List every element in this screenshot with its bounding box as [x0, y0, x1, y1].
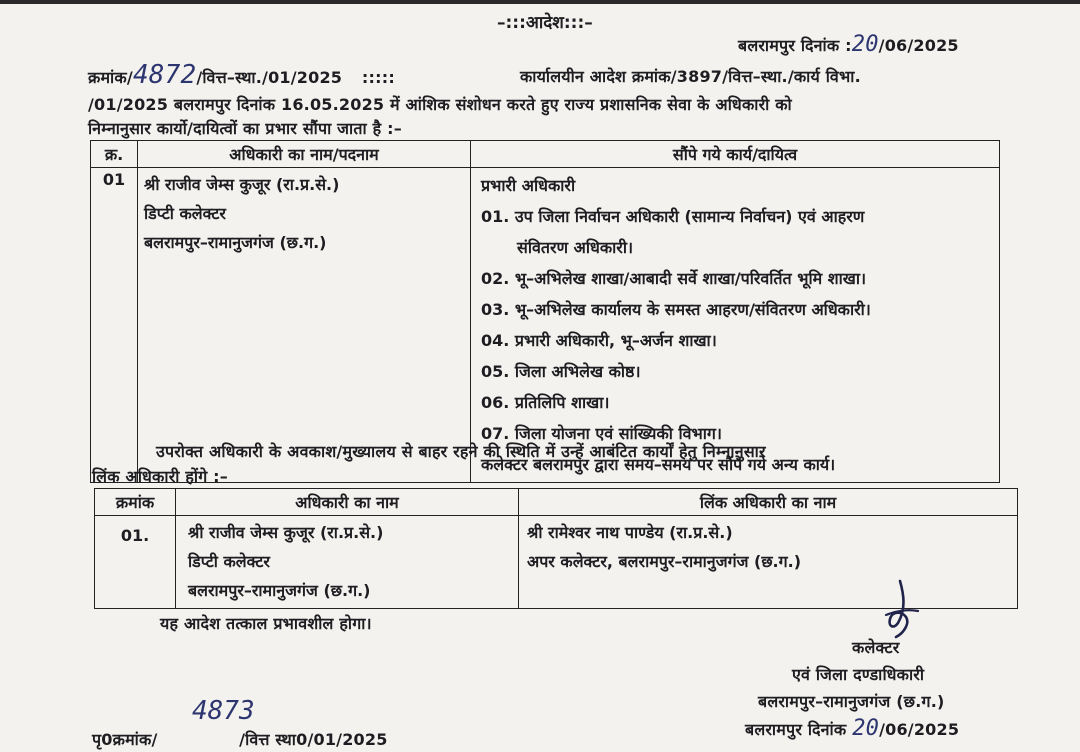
effect-statement: यह आदेश तत्काल प्रभावशील होगा। — [160, 614, 372, 633]
footer-date — [745, 716, 959, 741]
duty-item: 05. जिला अभिलेख कोष्ठ। — [481, 362, 641, 381]
header-sn: क्रमांक — [95, 489, 176, 516]
link-officer-cell — [519, 516, 1018, 609]
order-ref-suffix: /वित्त–स्था./01/2025 — [196, 68, 343, 87]
order-heading: –:::आदेश:::– — [497, 13, 593, 33]
officer-cell — [138, 168, 471, 483]
para2-line-2: लिंक अधिकारी होंगे :– — [92, 467, 228, 486]
duty-title: प्रभारी अधिकारी — [481, 176, 576, 195]
intro-line-2: /01/2025 बलरामपुर दिनांक 16.05.2025 में आंशिक संशोधन करते हुए राज्य प्रशासनिक सेवा के अधिकारी को — [88, 95, 792, 114]
signature-mark — [860, 575, 930, 645]
duty-item-other: कलेक्टर बलरामपुर द्वारा समय–समय पर सौंपे गये अन्य कार्य। — [481, 455, 836, 474]
link-table-header — [95, 489, 1018, 516]
order-number-handwritten: 4872 — [132, 60, 197, 90]
order-ref — [88, 60, 409, 90]
intro-line-1: कार्यालयीन आदेश क्रमांक/3897/वित्त–स्था./कार्य विभा. — [520, 67, 861, 86]
charge-table — [90, 140, 1000, 483]
copy-ref — [92, 728, 388, 750]
charge-table-header — [91, 141, 1000, 168]
copy-ref-prefix: पृ0क्रमांक/ — [92, 730, 158, 749]
row-sn: 01 — [91, 168, 138, 483]
link-officer-designation: अपर कलेक्टर, बलरामपुर–रामानुजगंज (छ.ग.) — [527, 552, 802, 571]
footer-date-day-handwritten: 20 — [852, 716, 880, 741]
date-day-handwritten: 20 — [851, 32, 879, 57]
footer-date-prefix: बलरामपुर दिनांक — [745, 720, 847, 739]
officer-name: श्री राजीव जेम्स कुजूर (रा.प्र.से.) — [144, 175, 340, 194]
officer-designation: डिप्टी कलेक्टर — [144, 204, 226, 223]
duties-cell — [471, 168, 1000, 483]
para2-line-1: उपरोक्त अधिकारी के अवकाश/मुख्यालय से बाहर रहने की स्थिति में उन्हें आबंटित कार्यों हेतु निम्नानुसार — [156, 442, 766, 461]
order-ref-prefix: क्रमांक/ — [88, 68, 133, 87]
officer-name: श्री राजीव जेम्स कुजूर (रा.प्र.से.) — [188, 523, 384, 542]
link-officer-name: श्री रामेश्वर नाथ पाण्डेय (रा.प्र.से.) — [527, 523, 733, 542]
duty-item-cont: संवितरण अधिकारी। — [517, 238, 634, 257]
order-ref-separator: ::::: — [361, 68, 395, 87]
duty-item: 07. जिला योजना एवं सांख्यिकी विभाग। — [481, 424, 722, 443]
duty-item: 04. प्रभारी अधिकारी, भू–अर्जन शाखा। — [481, 331, 717, 350]
table-row — [91, 168, 1000, 483]
header-officer: अधिकारी का नाम/पदनाम — [138, 141, 471, 168]
duty-item: 03. भू–अभिलेख कार्यालय के समस्त आहरण/संवितरण अधिकारी। — [481, 300, 871, 319]
top-border-line — [0, 0, 1080, 4]
intro-line-3: निम्नानुसार कार्यो/दायित्वों का प्रभार सौंपा जाता है :– — [88, 119, 402, 138]
copy-ref-suffix: /वित्त स्था0/01/2025 — [239, 730, 388, 749]
date-suffix: /06/2025 — [878, 36, 959, 55]
copy-number-handwritten: 4873 — [192, 696, 255, 726]
date-prefix: बलरामपुर दिनांक : — [738, 36, 852, 55]
officer-cell — [176, 516, 519, 609]
row-sn: 01. — [95, 516, 176, 609]
header-duties: सौंपे गये कार्य/दायित्व — [471, 141, 1000, 168]
signatory-title: कलेक्टर — [852, 638, 900, 657]
header-officer: अधिकारी का नाम — [176, 489, 519, 516]
signatory-title-2: एवं जिला दण्डाधिकारी — [792, 665, 925, 684]
date-line — [738, 32, 959, 57]
header-sn: क्र. — [91, 141, 138, 168]
officer-designation: डिप्टी कलेक्टर — [188, 552, 270, 571]
signatory-place: बलरामपुर–रामानुजगंज (छ.ग.) — [758, 692, 945, 711]
officer-place: बलरामपुर–रामानुजगंज (छ.ग.) — [188, 581, 371, 600]
duty-item: 02. भू–अभिलेख शाखा/आबादी सर्वे शाखा/परिवर्तित भूमि शाखा। — [481, 269, 867, 288]
duty-item: 06. प्रतिलिपि शाखा। — [481, 393, 610, 412]
officer-place: बलरामपुर–रामानुजगंज (छ.ग.) — [144, 233, 327, 252]
footer-date-suffix: /06/2025 — [879, 720, 960, 739]
header-link-officer: लिंक अधिकारी का नाम — [519, 489, 1018, 516]
duty-item: 01. उप जिला निर्वाचन अधिकारी (सामान्य निर्वाचन) एवं आहरण — [481, 207, 865, 226]
